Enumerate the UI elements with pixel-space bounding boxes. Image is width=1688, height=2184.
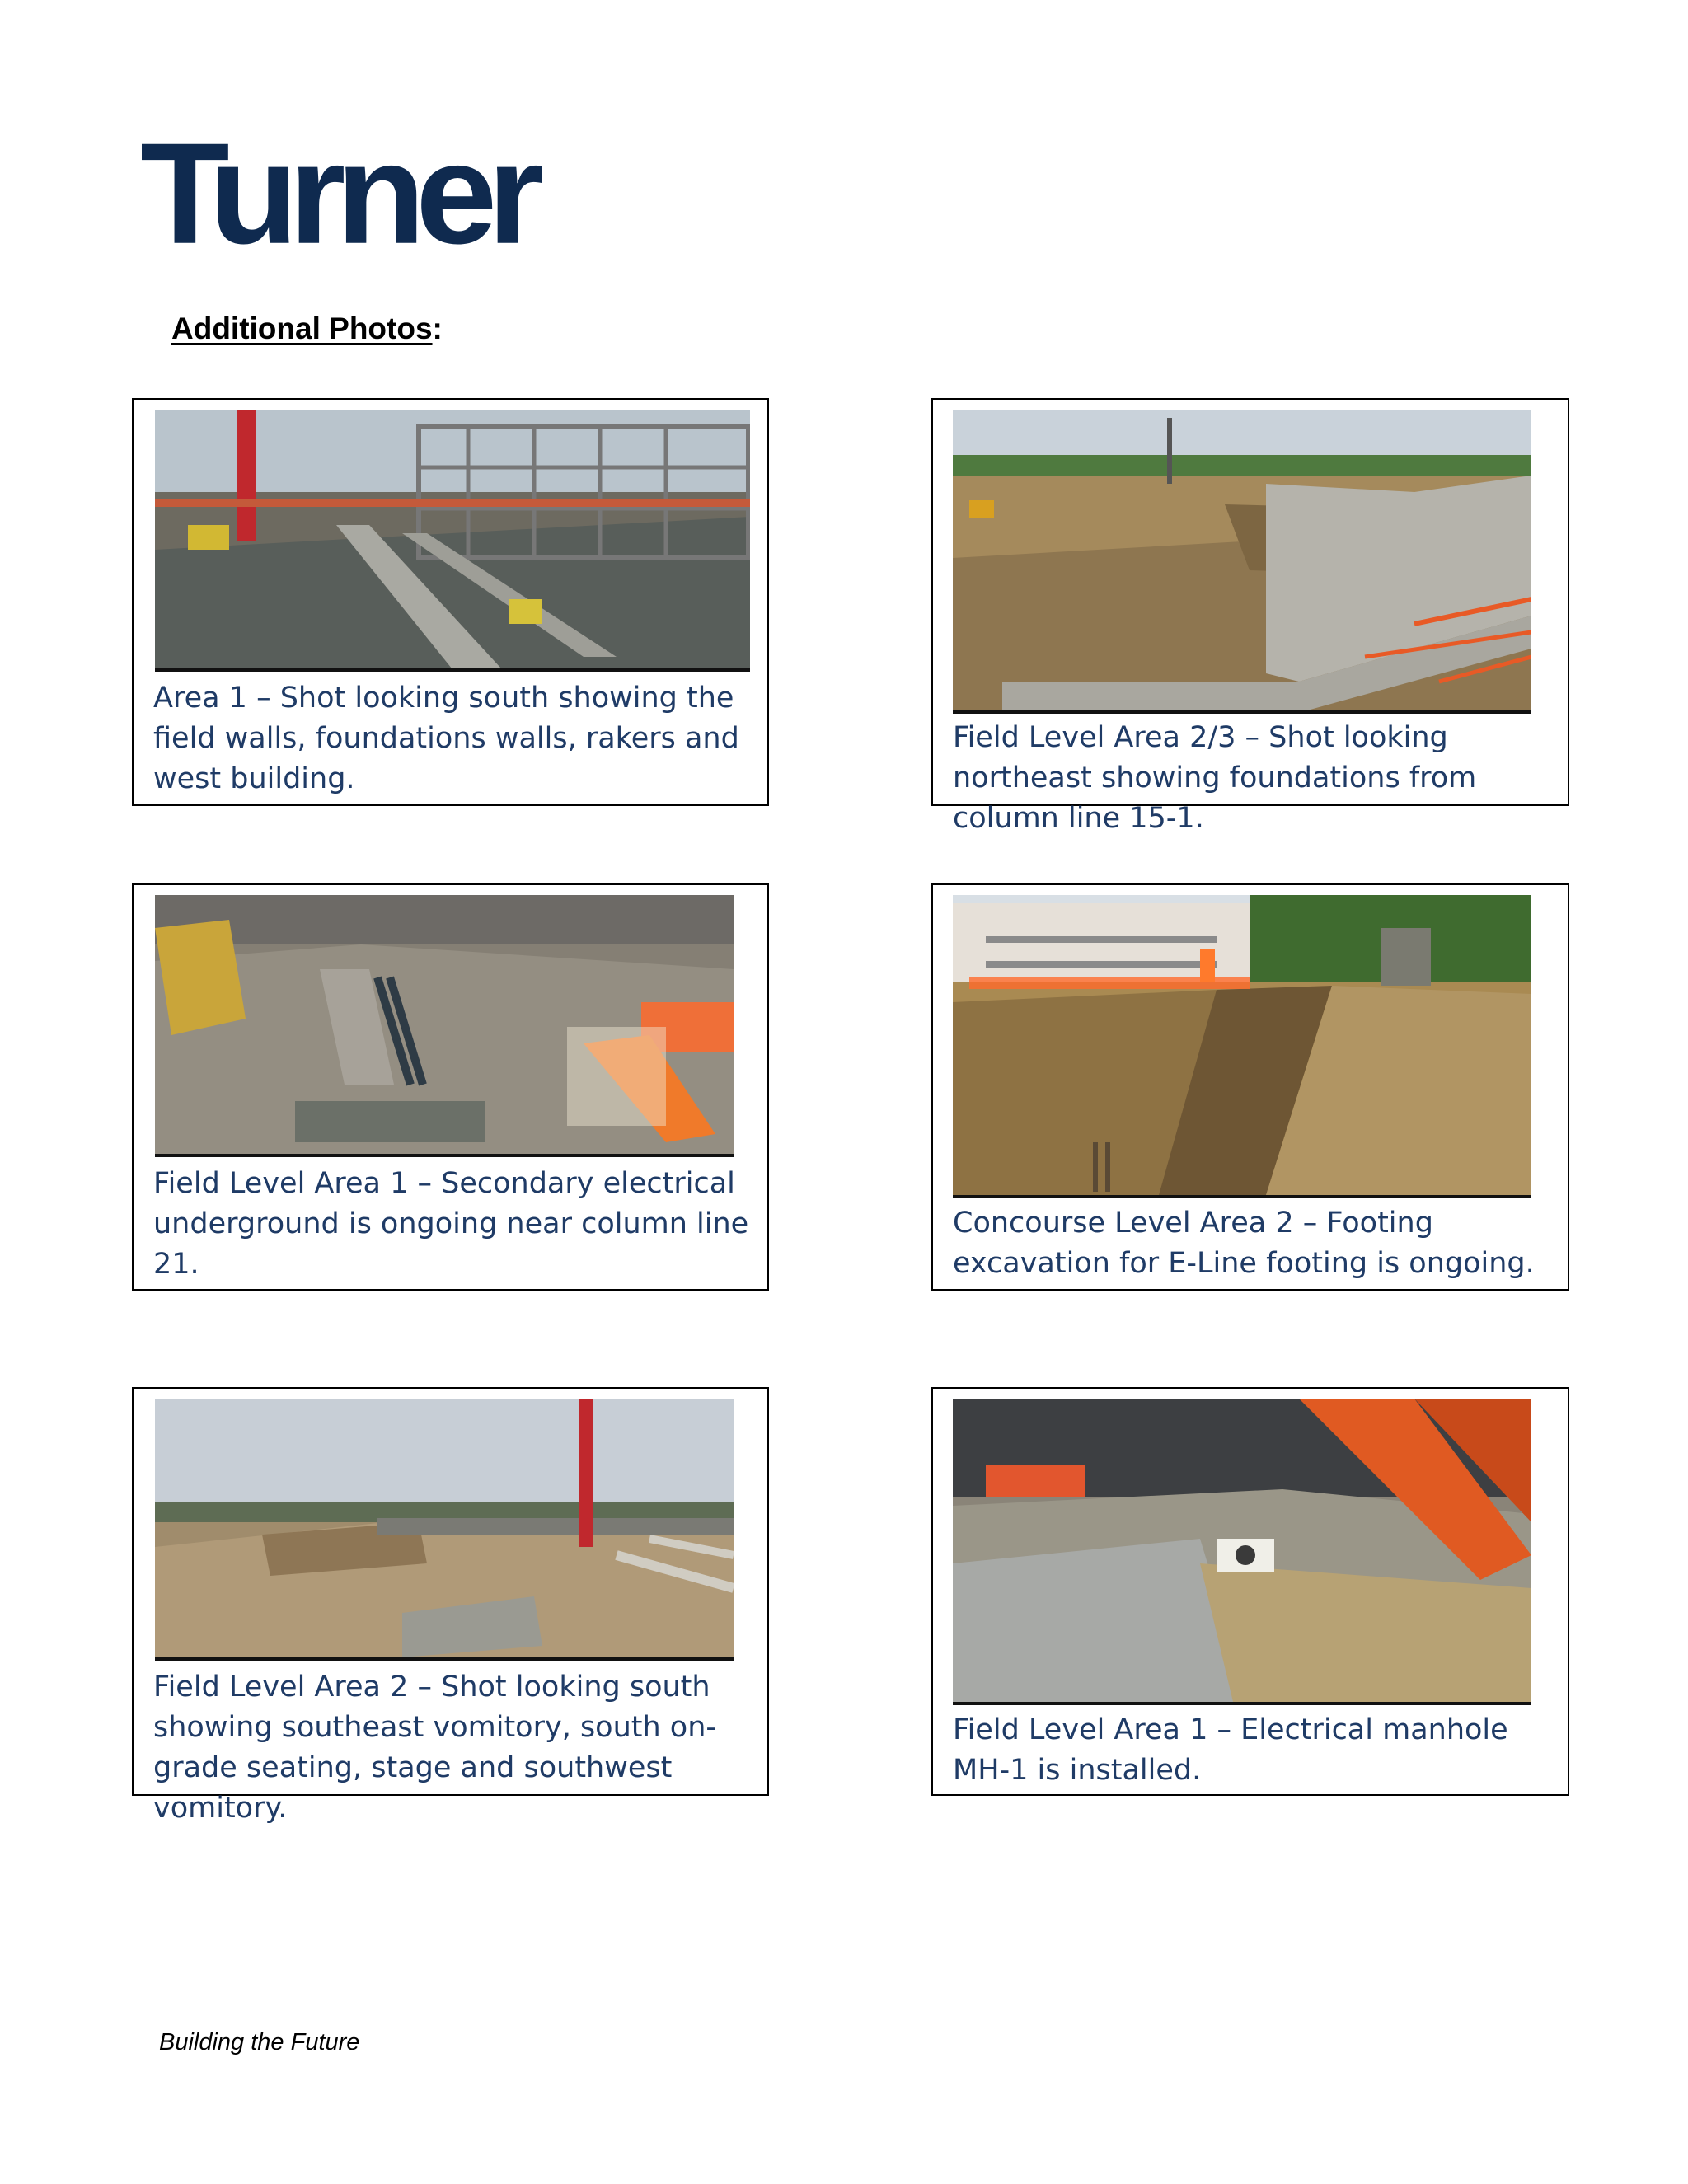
heading-suffix: : (432, 312, 443, 345)
photo-card-2 (931, 398, 1569, 835)
photo-card-6 (931, 1387, 1569, 1796)
photo-card-5 (132, 1387, 769, 1825)
photo-card-1 (132, 398, 769, 806)
heading-label: Additional Photos (171, 312, 433, 345)
construction-photo-3 (155, 895, 734, 1157)
photo-caption-6: Field Level Area 1 – Electrical manhole MH-1 is installed. (953, 1713, 1508, 1787)
photo-caption-1: Area 1 – Shot looking south showing the field walls, foundations walls, rakers and west building. (153, 682, 739, 795)
section-heading (171, 312, 443, 346)
photo-card-3 (132, 883, 769, 1291)
construction-photo-4 (953, 895, 1531, 1198)
turner-logo: Turner (140, 113, 535, 274)
photo-caption-5: Field Level Area 2 – Shot looking south showing southeast vomitory, south on-grade seating, stage and southwest vomitory. (153, 1671, 717, 1825)
photo-card-4 (931, 883, 1569, 1291)
photo-caption-4: Concourse Level Area 2 – Footing excavation for E-Line footing is ongoing. (953, 1207, 1535, 1280)
construction-photo-2 (953, 410, 1531, 714)
photo-caption-3: Field Level Area 1 – Secondary electrical underground is ongoing near column line 21. (153, 1167, 749, 1281)
construction-photo-1 (155, 410, 750, 672)
construction-photo-6 (953, 1399, 1531, 1705)
construction-photo-5 (155, 1399, 734, 1661)
footer-tagline: Building the Future (159, 2029, 360, 2055)
photo-caption-2: Field Level Area 2/3 – Shot looking northeast showing foundations from column line 15-1. (953, 721, 1477, 835)
